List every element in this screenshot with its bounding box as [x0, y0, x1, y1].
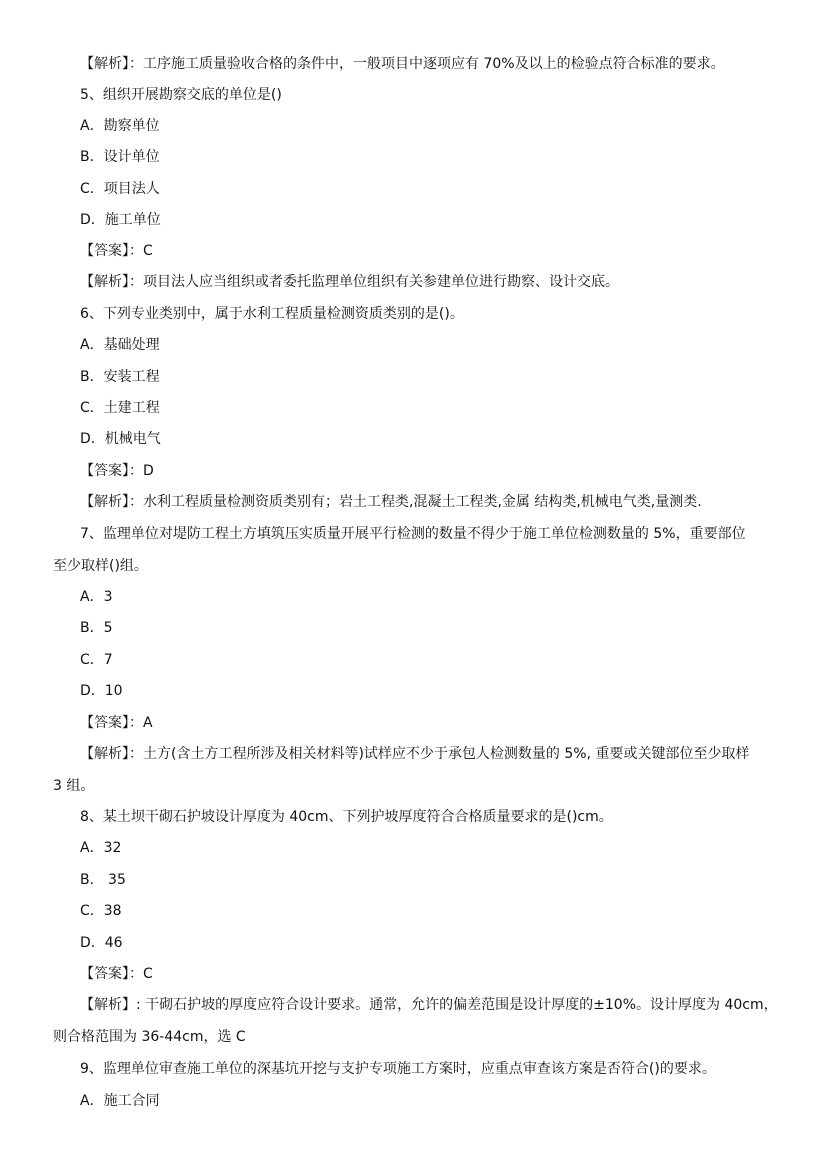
question-8: 8、某土坝干砌石护坡设计厚度为 40cm、下列护坡厚度符合合格质量要求的是()cm。	[80, 809, 613, 825]
option-8a: A．32	[80, 840, 122, 856]
question-7-cont: 至少取样()组。	[53, 558, 148, 574]
answer-q5: 【答案】：C	[80, 243, 153, 259]
option-8c: C．38	[80, 903, 122, 919]
option-7a: A．3	[80, 589, 113, 605]
option-6a: A．基础处理	[80, 337, 160, 353]
option-9a: A．施工合同	[80, 1093, 160, 1109]
option-7b: B．5	[80, 620, 113, 636]
option-6b: B．安装工程	[80, 369, 160, 385]
answer-q8: 【答案】：C	[80, 966, 153, 982]
option-5c: C．项目法人	[80, 181, 160, 197]
question-9: 9、监理单位审查施工单位的深基坑开挖与支护专项施工方案时，应重点审查该方案是否符合()的要求。	[80, 1061, 716, 1077]
option-5a: A．勘察单位	[80, 118, 160, 134]
option-5d: D．施工单位	[80, 212, 161, 228]
question-6: 6、下列专业类别中，属于水利工程质量检测资质类别的是()。	[80, 306, 464, 322]
option-8d: D．46	[80, 935, 123, 951]
explanation-q7-cont: 3 组。	[53, 778, 95, 794]
answer-q7: 【答案】：A	[80, 715, 153, 731]
explanation-q8-cont: 则合格范围为 36-44cm，选 C	[53, 1029, 246, 1045]
option-5b: B．设计单位	[80, 149, 160, 165]
option-6d: D．机械电气	[80, 431, 161, 447]
question-5: 5、组织开展勘察交底的单位是()	[80, 87, 282, 103]
option-6c: C．土建工程	[80, 400, 160, 416]
explanation-q4: 【解析】：工序施工质量验收合格的条件中，一般项目中逐项应有 70%及以上的检验点符合标准的要求。	[80, 56, 725, 72]
explanation-q8: 【解析】: 干砌石护坡的厚度应符合设计要求。通常，允许的偏差范围是设计厚度的±10%。设计厚度为 40cm，	[80, 997, 778, 1013]
question-7: 7、监理单位对堤防工程土方填筑压实质量开展平行检测的数量不得少于施工单位检测数量的 5%，重要部位	[80, 526, 746, 542]
explanation-q7: 【解析】：土方(含土方工程所涉及相关材料等)试样应不少于承包人检测数量的 5%, 重要或关键部位至少取样	[80, 746, 750, 762]
option-7d: D．10	[80, 683, 123, 699]
option-7c: C．7	[80, 652, 113, 668]
option-8b: B． 35	[80, 872, 126, 888]
explanation-q6: 【解析】：水利工程质量检测资质类别有；岩土工程类,混凝土工程类,金属 结构类,机械电气类,量测类.	[80, 494, 702, 510]
explanation-q5: 【解析】：项目法人应当组织或者委托监理单位组织有关参建单位进行勘察、设计交底。	[80, 274, 619, 290]
answer-q6: 【答案】：D	[80, 463, 154, 479]
